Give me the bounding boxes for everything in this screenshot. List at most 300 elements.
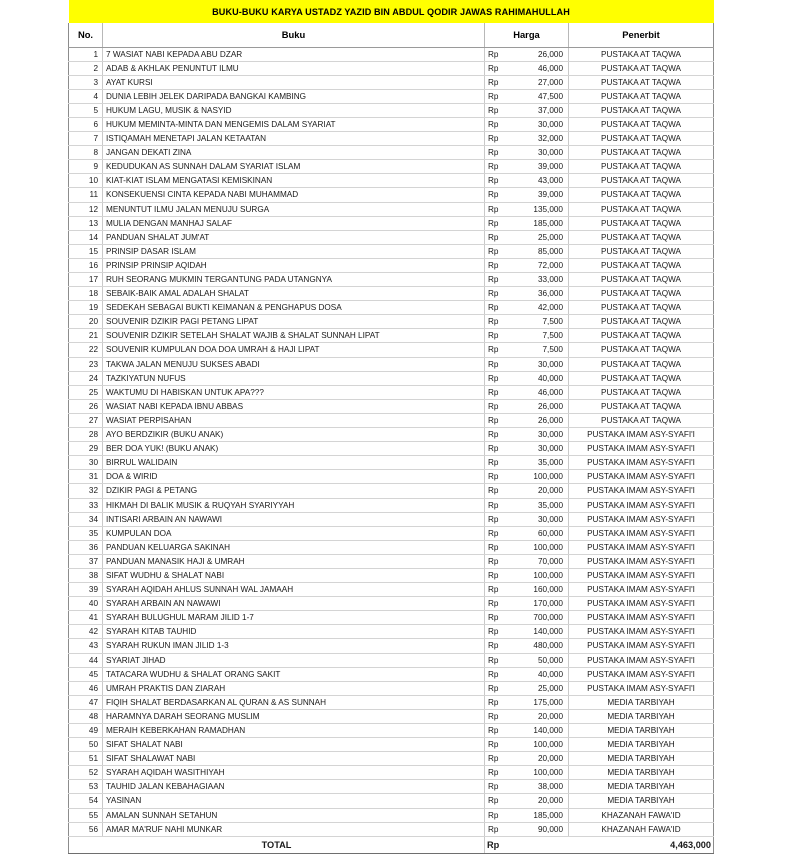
cell-publisher: PUSTAKA AT TAQWA	[569, 357, 714, 371]
column-header-harga: Harga	[485, 23, 569, 47]
cell-buku: KIAT-KIAT ISLAM MENGATASI KEMISKINAN	[103, 174, 485, 188]
cell-buku: MULIA DENGAN MANHAJ SALAF	[103, 216, 485, 230]
cell-publisher: PUSTAKA AT TAQWA	[569, 146, 714, 160]
cell-currency: Rp	[485, 625, 505, 639]
cell-publisher: PUSTAKA AT TAQWA	[569, 343, 714, 357]
cell-buku: HUKUM MEMINTA-MINTA DAN MENGEMIS DALAM SYARIAT	[103, 117, 485, 131]
cell-no: 29	[69, 442, 103, 456]
cell-buku: SOUVENIR DZIKIR SETELAH SHALAT WAJIB & SHALAT SUNNAH LIPAT	[103, 329, 485, 343]
cell-buku: TATACARA WUDHU & SHALAT ORANG SAKIT	[103, 667, 485, 681]
cell-no: 23	[69, 357, 103, 371]
cell-no: 2	[69, 61, 103, 75]
table-row	[69, 357, 714, 371]
cell-buku: AMAR MA'RUF NAHI MUNKAR	[103, 822, 485, 836]
table-row	[69, 780, 714, 794]
cell-no: 34	[69, 512, 103, 526]
cell-publisher: PUSTAKA AT TAQWA	[569, 132, 714, 146]
cell-publisher: PUSTAKA AT TAQWA	[569, 371, 714, 385]
table-row	[69, 724, 714, 738]
cell-no: 25	[69, 385, 103, 399]
cell-buku: SYARAH BULUGHUL MARAM JILID 1-7	[103, 611, 485, 625]
cell-price: 140,000	[505, 724, 569, 738]
cell-publisher: PUSTAKA AT TAQWA	[569, 103, 714, 117]
cell-no: 5	[69, 103, 103, 117]
cell-publisher: PUSTAKA AT TAQWA	[569, 61, 714, 75]
cell-no: 28	[69, 428, 103, 442]
cell-buku: BER DOA YUK! (BUKU ANAK)	[103, 442, 485, 456]
page-title: BUKU-BUKU KARYA USTADZ YAZID BIN ABDUL QODIR JAWAS RAHIMAHULLAH	[69, 0, 714, 23]
cell-currency: Rp	[485, 568, 505, 582]
cell-currency: Rp	[485, 695, 505, 709]
cell-buku: TAUHID JALAN KEBAHAGIAAN	[103, 780, 485, 794]
cell-no: 38	[69, 568, 103, 582]
table-row	[69, 625, 714, 639]
cell-publisher: PUSTAKA IMAM ASY-SYAFI'I	[569, 428, 714, 442]
cell-no: 3	[69, 75, 103, 89]
cell-price: 700,000	[505, 611, 569, 625]
cell-no: 47	[69, 695, 103, 709]
cell-buku: SYARAH AQIDAH WASITHIYAH	[103, 766, 485, 780]
cell-price: 30,000	[505, 357, 569, 371]
cell-no: 33	[69, 498, 103, 512]
cell-publisher: PUSTAKA AT TAQWA	[569, 413, 714, 427]
table-row	[69, 273, 714, 287]
cell-price: 39,000	[505, 188, 569, 202]
cell-buku: PANDUAN KELUARGA SAKINAH	[103, 540, 485, 554]
cell-price: 46,000	[505, 385, 569, 399]
cell-buku: SYARIAT JIHAD	[103, 653, 485, 667]
table-row	[69, 385, 714, 399]
cell-no: 53	[69, 780, 103, 794]
cell-publisher: PUSTAKA AT TAQWA	[569, 273, 714, 287]
cell-currency: Rp	[485, 343, 505, 357]
table-footer	[69, 836, 714, 853]
table-row	[69, 258, 714, 272]
cell-publisher: PUSTAKA AT TAQWA	[569, 385, 714, 399]
cell-publisher: PUSTAKA IMAM ASY-SYAFI'I	[569, 484, 714, 498]
table-row	[69, 554, 714, 568]
cell-buku: WASIAT NABI KEPADA IBNU ABBAS	[103, 399, 485, 413]
cell-buku: SIFAT SHALAT NABI	[103, 738, 485, 752]
cell-buku: DZIKIR PAGI & PETANG	[103, 484, 485, 498]
table-row	[69, 470, 714, 484]
cell-no: 4	[69, 89, 103, 103]
table-row	[69, 568, 714, 582]
cell-no: 46	[69, 681, 103, 695]
cell-price: 33,000	[505, 273, 569, 287]
table-row	[69, 188, 714, 202]
cell-no: 16	[69, 258, 103, 272]
cell-publisher: MEDIA TARBIYAH	[569, 738, 714, 752]
cell-currency: Rp	[485, 456, 505, 470]
cell-price: 185,000	[505, 216, 569, 230]
cell-no: 6	[69, 117, 103, 131]
cell-no: 21	[69, 329, 103, 343]
table-row	[69, 216, 714, 230]
cell-no: 8	[69, 146, 103, 160]
cell-publisher: MEDIA TARBIYAH	[569, 709, 714, 723]
cell-no: 30	[69, 456, 103, 470]
cell-currency: Rp	[485, 103, 505, 117]
cell-price: 40,000	[505, 667, 569, 681]
cell-no: 15	[69, 244, 103, 258]
cell-no: 24	[69, 371, 103, 385]
cell-buku: MENUNTUT ILMU JALAN MENUJU SURGA	[103, 202, 485, 216]
cell-price: 30,000	[505, 442, 569, 456]
cell-publisher: PUSTAKA AT TAQWA	[569, 329, 714, 343]
cell-price: 60,000	[505, 526, 569, 540]
cell-buku: MERAIH KEBERKAHAN RAMADHAN	[103, 724, 485, 738]
cell-no: 56	[69, 822, 103, 836]
table-row	[69, 132, 714, 146]
table-row	[69, 61, 714, 75]
cell-currency: Rp	[485, 470, 505, 484]
table-row	[69, 202, 714, 216]
cell-price: 46,000	[505, 61, 569, 75]
cell-price: 70,000	[505, 554, 569, 568]
table-row	[69, 47, 714, 61]
cell-no: 52	[69, 766, 103, 780]
cell-price: 100,000	[505, 568, 569, 582]
cell-publisher: KHAZANAH FAWA'ID	[569, 808, 714, 822]
total-value: 4,463,000	[505, 836, 714, 853]
cell-currency: Rp	[485, 794, 505, 808]
cell-no: 7	[69, 132, 103, 146]
cell-currency: Rp	[485, 639, 505, 653]
cell-publisher: PUSTAKA IMAM ASY-SYAFI'I	[569, 540, 714, 554]
cell-publisher: PUSTAKA IMAM ASY-SYAFI'I	[569, 667, 714, 681]
cell-publisher: PUSTAKA IMAM ASY-SYAFI'I	[569, 639, 714, 653]
cell-no: 27	[69, 413, 103, 427]
cell-currency: Rp	[485, 611, 505, 625]
cell-buku: ADAB & AKHLAK PENUNTUT ILMU	[103, 61, 485, 75]
cell-currency: Rp	[485, 75, 505, 89]
cell-no: 43	[69, 639, 103, 653]
cell-currency: Rp	[485, 653, 505, 667]
cell-no: 31	[69, 470, 103, 484]
table-row	[69, 794, 714, 808]
cell-price: 185,000	[505, 808, 569, 822]
cell-currency: Rp	[485, 597, 505, 611]
cell-currency: Rp	[485, 498, 505, 512]
cell-price: 43,000	[505, 174, 569, 188]
table-row	[69, 512, 714, 526]
cell-buku: SIFAT SHALAWAT NABI	[103, 752, 485, 766]
cell-price: 90,000	[505, 822, 569, 836]
cell-no: 19	[69, 301, 103, 315]
total-row	[69, 836, 714, 853]
cell-publisher: PUSTAKA AT TAQWA	[569, 244, 714, 258]
cell-buku: KUMPULAN DOA	[103, 526, 485, 540]
cell-price: 7,500	[505, 343, 569, 357]
cell-buku: 7 WASIAT NABI KEPADA ABU DZAR	[103, 47, 485, 61]
table-row	[69, 484, 714, 498]
cell-price: 25,000	[505, 230, 569, 244]
cell-no: 41	[69, 611, 103, 625]
table-row	[69, 244, 714, 258]
cell-currency: Rp	[485, 399, 505, 413]
cell-publisher: PUSTAKA AT TAQWA	[569, 258, 714, 272]
cell-buku: HUKUM LAGU, MUSIK & NASYID	[103, 103, 485, 117]
table-row	[69, 639, 714, 653]
table-row	[69, 329, 714, 343]
cell-price: 26,000	[505, 47, 569, 61]
cell-price: 20,000	[505, 709, 569, 723]
table-row	[69, 146, 714, 160]
cell-price: 30,000	[505, 512, 569, 526]
table-row	[69, 456, 714, 470]
cell-publisher: PUSTAKA AT TAQWA	[569, 399, 714, 413]
cell-currency: Rp	[485, 822, 505, 836]
cell-buku: SYARAH KITAB TAUHID	[103, 625, 485, 639]
cell-price: 39,000	[505, 160, 569, 174]
cell-no: 17	[69, 273, 103, 287]
cell-buku: YASINAN	[103, 794, 485, 808]
cell-price: 20,000	[505, 752, 569, 766]
cell-no: 42	[69, 625, 103, 639]
cell-buku: DUNIA LEBIH JELEK DARIPADA BANGKAI KAMBING	[103, 89, 485, 103]
cell-currency: Rp	[485, 188, 505, 202]
booklist-table	[68, 0, 714, 854]
cell-publisher: MEDIA TARBIYAH	[569, 724, 714, 738]
cell-buku: SEBAIK-BAIK AMAL ADALAH SHALAT	[103, 287, 485, 301]
cell-price: 85,000	[505, 244, 569, 258]
column-header-penerbit: Penerbit	[569, 23, 714, 47]
cell-no: 45	[69, 667, 103, 681]
cell-publisher: PUSTAKA IMAM ASY-SYAFI'I	[569, 470, 714, 484]
table-row	[69, 752, 714, 766]
cell-currency: Rp	[485, 117, 505, 131]
cell-price: 40,000	[505, 371, 569, 385]
cell-currency: Rp	[485, 709, 505, 723]
cell-buku: AYO BERDZIKIR (BUKU ANAK)	[103, 428, 485, 442]
cell-buku: SIFAT WUDHU & SHALAT NABI	[103, 568, 485, 582]
cell-publisher: MEDIA TARBIYAH	[569, 695, 714, 709]
cell-currency: Rp	[485, 146, 505, 160]
cell-publisher: PUSTAKA IMAM ASY-SYAFI'I	[569, 653, 714, 667]
cell-currency: Rp	[485, 202, 505, 216]
cell-buku: WASIAT PERPISAHAN	[103, 413, 485, 427]
cell-price: 135,000	[505, 202, 569, 216]
cell-buku: DOA & WIRID	[103, 470, 485, 484]
cell-currency: Rp	[485, 780, 505, 794]
cell-no: 48	[69, 709, 103, 723]
table-row	[69, 230, 714, 244]
cell-buku: TAKWA JALAN MENUJU SUKSES ABADI	[103, 357, 485, 371]
total-currency: Rp	[485, 836, 505, 853]
total-label: TOTAL	[69, 836, 485, 853]
cell-buku: INTISARI ARBAIN AN NAWAWI	[103, 512, 485, 526]
table-row	[69, 822, 714, 836]
cell-buku: JANGAN DEKATI ZINA	[103, 146, 485, 160]
cell-currency: Rp	[485, 371, 505, 385]
table-row	[69, 808, 714, 822]
cell-currency: Rp	[485, 583, 505, 597]
cell-price: 7,500	[505, 315, 569, 329]
cell-price: 20,000	[505, 484, 569, 498]
cell-currency: Rp	[485, 315, 505, 329]
cell-buku: PANDUAN MANASIK HAJI & UMRAH	[103, 554, 485, 568]
cell-no: 22	[69, 343, 103, 357]
cell-publisher: PUSTAKA AT TAQWA	[569, 117, 714, 131]
table-row	[69, 526, 714, 540]
cell-buku: SYARAH AQIDAH AHLUS SUNNAH WAL JAMAAH	[103, 583, 485, 597]
cell-currency: Rp	[485, 132, 505, 146]
cell-no: 49	[69, 724, 103, 738]
cell-no: 26	[69, 399, 103, 413]
cell-publisher: PUSTAKA IMAM ASY-SYAFI'I	[569, 625, 714, 639]
cell-buku: AMALAN SUNNAH SETAHUN	[103, 808, 485, 822]
cell-no: 14	[69, 230, 103, 244]
cell-no: 1	[69, 47, 103, 61]
cell-publisher: PUSTAKA IMAM ASY-SYAFI'I	[569, 456, 714, 470]
table-row	[69, 583, 714, 597]
cell-no: 12	[69, 202, 103, 216]
column-header-buku: Buku	[103, 23, 485, 47]
cell-price: 25,000	[505, 681, 569, 695]
cell-price: 35,000	[505, 498, 569, 512]
table-row	[69, 695, 714, 709]
title-row	[69, 0, 714, 23]
cell-price: 26,000	[505, 413, 569, 427]
cell-currency: Rp	[485, 554, 505, 568]
cell-publisher: PUSTAKA AT TAQWA	[569, 230, 714, 244]
cell-buku: SYARAH RUKUN IMAN JILID 1-3	[103, 639, 485, 653]
cell-buku: HARAMNYA DARAH SEORANG MUSLIM	[103, 709, 485, 723]
table-row	[69, 103, 714, 117]
cell-publisher: PUSTAKA IMAM ASY-SYAFI'I	[569, 611, 714, 625]
cell-price: 20,000	[505, 794, 569, 808]
booklist-sheet	[68, 0, 713, 854]
cell-no: 37	[69, 554, 103, 568]
cell-buku: SEDEKAH SEBAGAI BUKTI KEIMANAN & PENGHAPUS DOSA	[103, 301, 485, 315]
cell-price: 30,000	[505, 146, 569, 160]
cell-publisher: PUSTAKA IMAM ASY-SYAFI'I	[569, 442, 714, 456]
cell-currency: Rp	[485, 89, 505, 103]
cell-price: 42,000	[505, 301, 569, 315]
cell-buku: WAKTUMU DI HABISKAN UNTUK APA???	[103, 385, 485, 399]
cell-price: 72,000	[505, 258, 569, 272]
cell-no: 44	[69, 653, 103, 667]
cell-currency: Rp	[485, 273, 505, 287]
table-row	[69, 667, 714, 681]
cell-currency: Rp	[485, 512, 505, 526]
cell-publisher: PUSTAKA AT TAQWA	[569, 160, 714, 174]
table-row	[69, 709, 714, 723]
cell-currency: Rp	[485, 230, 505, 244]
cell-publisher: MEDIA TARBIYAH	[569, 794, 714, 808]
cell-currency: Rp	[485, 216, 505, 230]
cell-publisher: PUSTAKA AT TAQWA	[569, 75, 714, 89]
cell-currency: Rp	[485, 244, 505, 258]
cell-publisher: PUSTAKA AT TAQWA	[569, 301, 714, 315]
table-row	[69, 399, 714, 413]
cell-price: 175,000	[505, 695, 569, 709]
column-header-no: No.	[69, 23, 103, 47]
cell-no: 51	[69, 752, 103, 766]
cell-buku: PRINSIP DASAR ISLAM	[103, 244, 485, 258]
cell-buku: SYARAH ARBAIN AN NAWAWI	[103, 597, 485, 611]
table-row	[69, 287, 714, 301]
cell-publisher: PUSTAKA AT TAQWA	[569, 202, 714, 216]
table-row	[69, 75, 714, 89]
table-row	[69, 653, 714, 667]
cell-currency: Rp	[485, 428, 505, 442]
cell-publisher: PUSTAKA IMAM ASY-SYAFI'I	[569, 498, 714, 512]
cell-publisher: PUSTAKA AT TAQWA	[569, 174, 714, 188]
cell-price: 36,000	[505, 287, 569, 301]
cell-price: 160,000	[505, 583, 569, 597]
cell-currency: Rp	[485, 160, 505, 174]
cell-currency: Rp	[485, 385, 505, 399]
cell-publisher: PUSTAKA AT TAQWA	[569, 287, 714, 301]
cell-price: 30,000	[505, 117, 569, 131]
cell-currency: Rp	[485, 174, 505, 188]
cell-price: 38,000	[505, 780, 569, 794]
cell-publisher: KHAZANAH FAWA'ID	[569, 822, 714, 836]
cell-currency: Rp	[485, 667, 505, 681]
cell-publisher: PUSTAKA AT TAQWA	[569, 188, 714, 202]
cell-currency: Rp	[485, 738, 505, 752]
cell-publisher: PUSTAKA IMAM ASY-SYAFI'I	[569, 526, 714, 540]
cell-price: 47,500	[505, 89, 569, 103]
table-row	[69, 738, 714, 752]
cell-buku: PRINSIP PRINSIP AQIDAH	[103, 258, 485, 272]
table-row	[69, 442, 714, 456]
cell-price: 26,000	[505, 399, 569, 413]
cell-no: 32	[69, 484, 103, 498]
cell-buku: ISTIQAMAH MENETAPI JALAN KETAATAN	[103, 132, 485, 146]
table-row	[69, 611, 714, 625]
cell-currency: Rp	[485, 484, 505, 498]
table-row	[69, 315, 714, 329]
cell-no: 54	[69, 794, 103, 808]
cell-currency: Rp	[485, 301, 505, 315]
table-row	[69, 540, 714, 554]
cell-currency: Rp	[485, 752, 505, 766]
cell-no: 11	[69, 188, 103, 202]
cell-currency: Rp	[485, 413, 505, 427]
table-row	[69, 117, 714, 131]
cell-publisher: PUSTAKA AT TAQWA	[569, 216, 714, 230]
cell-buku: HIKMAH DI BALIK MUSIK & RUQYAH SYARIYYAH	[103, 498, 485, 512]
column-header-row	[69, 23, 714, 47]
cell-buku: RUH SEORANG MUKMIN TERGANTUNG PADA UTANGNYA	[103, 273, 485, 287]
cell-currency: Rp	[485, 540, 505, 554]
table-body	[69, 47, 714, 836]
cell-no: 50	[69, 738, 103, 752]
cell-currency: Rp	[485, 766, 505, 780]
cell-price: 37,000	[505, 103, 569, 117]
table-row	[69, 174, 714, 188]
cell-price: 30,000	[505, 428, 569, 442]
cell-price: 35,000	[505, 456, 569, 470]
cell-buku: PANDUAN SHALAT JUM'AT	[103, 230, 485, 244]
cell-no: 10	[69, 174, 103, 188]
cell-publisher: PUSTAKA IMAM ASY-SYAFI'I	[569, 597, 714, 611]
cell-currency: Rp	[485, 47, 505, 61]
cell-price: 7,500	[505, 329, 569, 343]
cell-publisher: PUSTAKA AT TAQWA	[569, 47, 714, 61]
cell-buku: TAZKIYATUN NUFUS	[103, 371, 485, 385]
cell-price: 100,000	[505, 738, 569, 752]
cell-currency: Rp	[485, 61, 505, 75]
cell-publisher: PUSTAKA IMAM ASY-SYAFI'I	[569, 512, 714, 526]
cell-no: 40	[69, 597, 103, 611]
cell-buku: UMRAH PRAKTIS DAN ZIARAH	[103, 681, 485, 695]
cell-price: 50,000	[505, 653, 569, 667]
table-row	[69, 597, 714, 611]
